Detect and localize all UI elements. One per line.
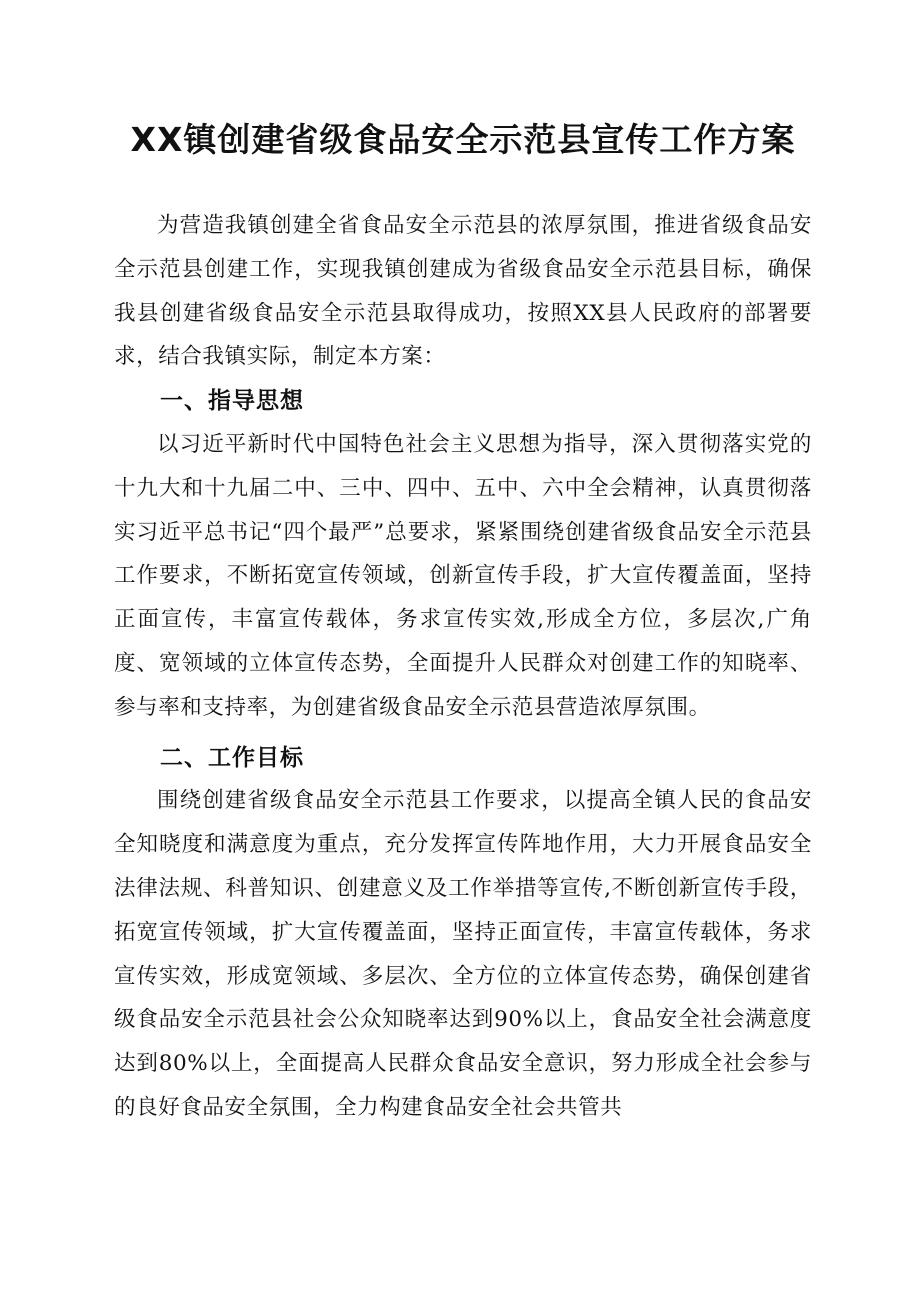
- section-body-guiding-ideology: 以习近平新时代中国特色社会主义思想为指导，深入贯彻落实党的十九大和十九届二中、三中、四中、五中、六中全会精神，认真贯彻落实习近平总书记“四个最严”总要求，紧紧围绕创建省级食品安全示范县工作要求，不断拓宽宣传领域，创新宣传手段，扩大宣传覆盖面，坚持正面宣传，丰富宣传载体，务求宣传实效,形成全方位，多层次,广角度、宽领域的立体宣传态势，全面提升人民群众对创建工作的知晓率、参与率和支持率，为创建省级食品安全示范县营造浓厚氛围。: [114, 431, 812, 720]
- document-title: XX镇创建省级食品安全示范县宣传工作方案: [130, 120, 796, 159]
- section-body-work-goals: 围绕创建省级食品安全示范县工作要求，以提高全镇人民的食品安全知晓度和满意度为重点，充分发挥宣传阵地作用，大力开展食品安全法律法规、科普知识、创建意义及工作举措等宣传,不断创新宣传手段，拓宽宣传领域，扩大宣传覆盖面，坚持正面宣传，丰富宣传载体，务求宣传实效，形成宽领域、多层次、全方位的立体宣传态势，确保创建省级食品安全示范县社会公众知晓率达到90%以上，食品安全社会满意度达到80%以上，全面提高人民群众食品安全意识，努力形成全社会参与的良好食品安全氛围，全力构建食品安全社会共管共: [114, 788, 812, 1120]
- section-heading-work-goals: 二、工作目标: [160, 743, 304, 771]
- section-heading-guiding-ideology: 一、指导思想: [160, 387, 304, 415]
- intro-paragraph: 为营造我镇创建全省食品安全示范县的浓厚氛围，推进省级食品安全示范县创建工作，实现我镇创建成为省级食品安全示范县目标，确保我县创建省级食品安全示范县取得成功，按照XX县人民政府的部署要求，结合我镇实际，制定本方案：: [114, 213, 812, 370]
